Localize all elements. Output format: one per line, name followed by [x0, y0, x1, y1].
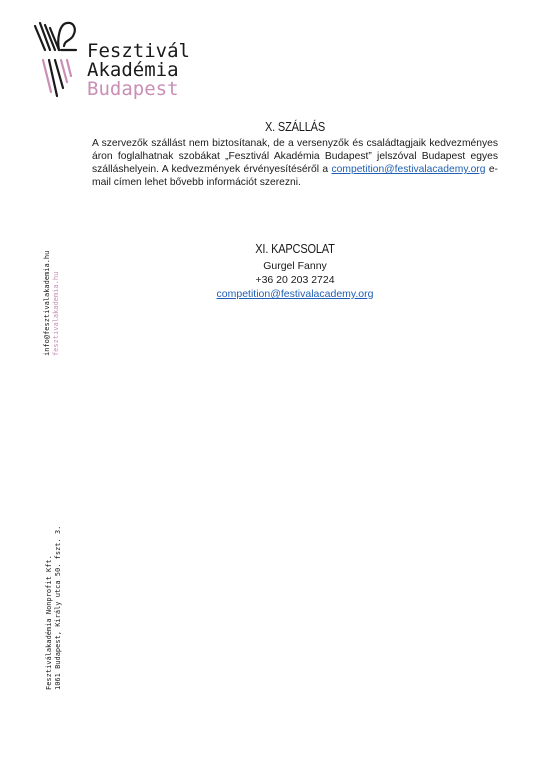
accommodation-email-link[interactable]: competition@festivalacademy.org — [331, 164, 486, 175]
contact-phone: +36 20 203 2724 — [255, 274, 335, 286]
logo-line-2: Akadémia — [87, 59, 179, 81]
section-contact — [92, 242, 498, 301]
logo-wordmark — [87, 42, 190, 99]
sidebar-company: Fesztiválakadémia Nonprofit Kft. — [45, 555, 53, 690]
contact-heading: XI. KAPCSOLAT — [255, 242, 335, 256]
accommodation-text — [92, 137, 498, 189]
sidebar-address — [45, 526, 63, 690]
sidebar-website[interactable]: fesztivalakademia.hu — [52, 271, 60, 356]
accommodation-text-part-2: e-mail címen lehet bővebb információt szerezni. — [92, 164, 498, 188]
sidebar-street: 1061 Budapest, Király utca 50. fszt. 3. — [54, 525, 62, 690]
accommodation-heading: X. SZÁLLÁS — [264, 120, 326, 134]
logo — [33, 20, 203, 102]
section-accommodation — [92, 120, 498, 189]
logo-line-1: Fesztivál — [87, 40, 190, 62]
contact-name: Gurgel Fanny — [263, 260, 327, 272]
harp-and-strings-icon — [33, 20, 79, 100]
contact-email-link[interactable]: competition@festivalacademy.org — [216, 288, 374, 300]
logo-line-3: Budapest — [87, 78, 179, 100]
sidebar-contact — [43, 251, 61, 356]
sidebar-email[interactable]: info@fesztivalakademia.hu — [43, 250, 51, 356]
accommodation-text-part-1: A szervezők szállást nem biztosítanak, de a versenyzők és családtagjaik kedvezményes áron foglalhatnak szobákat „Fesztivál Akadémia Budapest” jelszóval Budapest egyes szálláshelyein. A kedvezmények érvényesítéséről a — [92, 138, 498, 175]
